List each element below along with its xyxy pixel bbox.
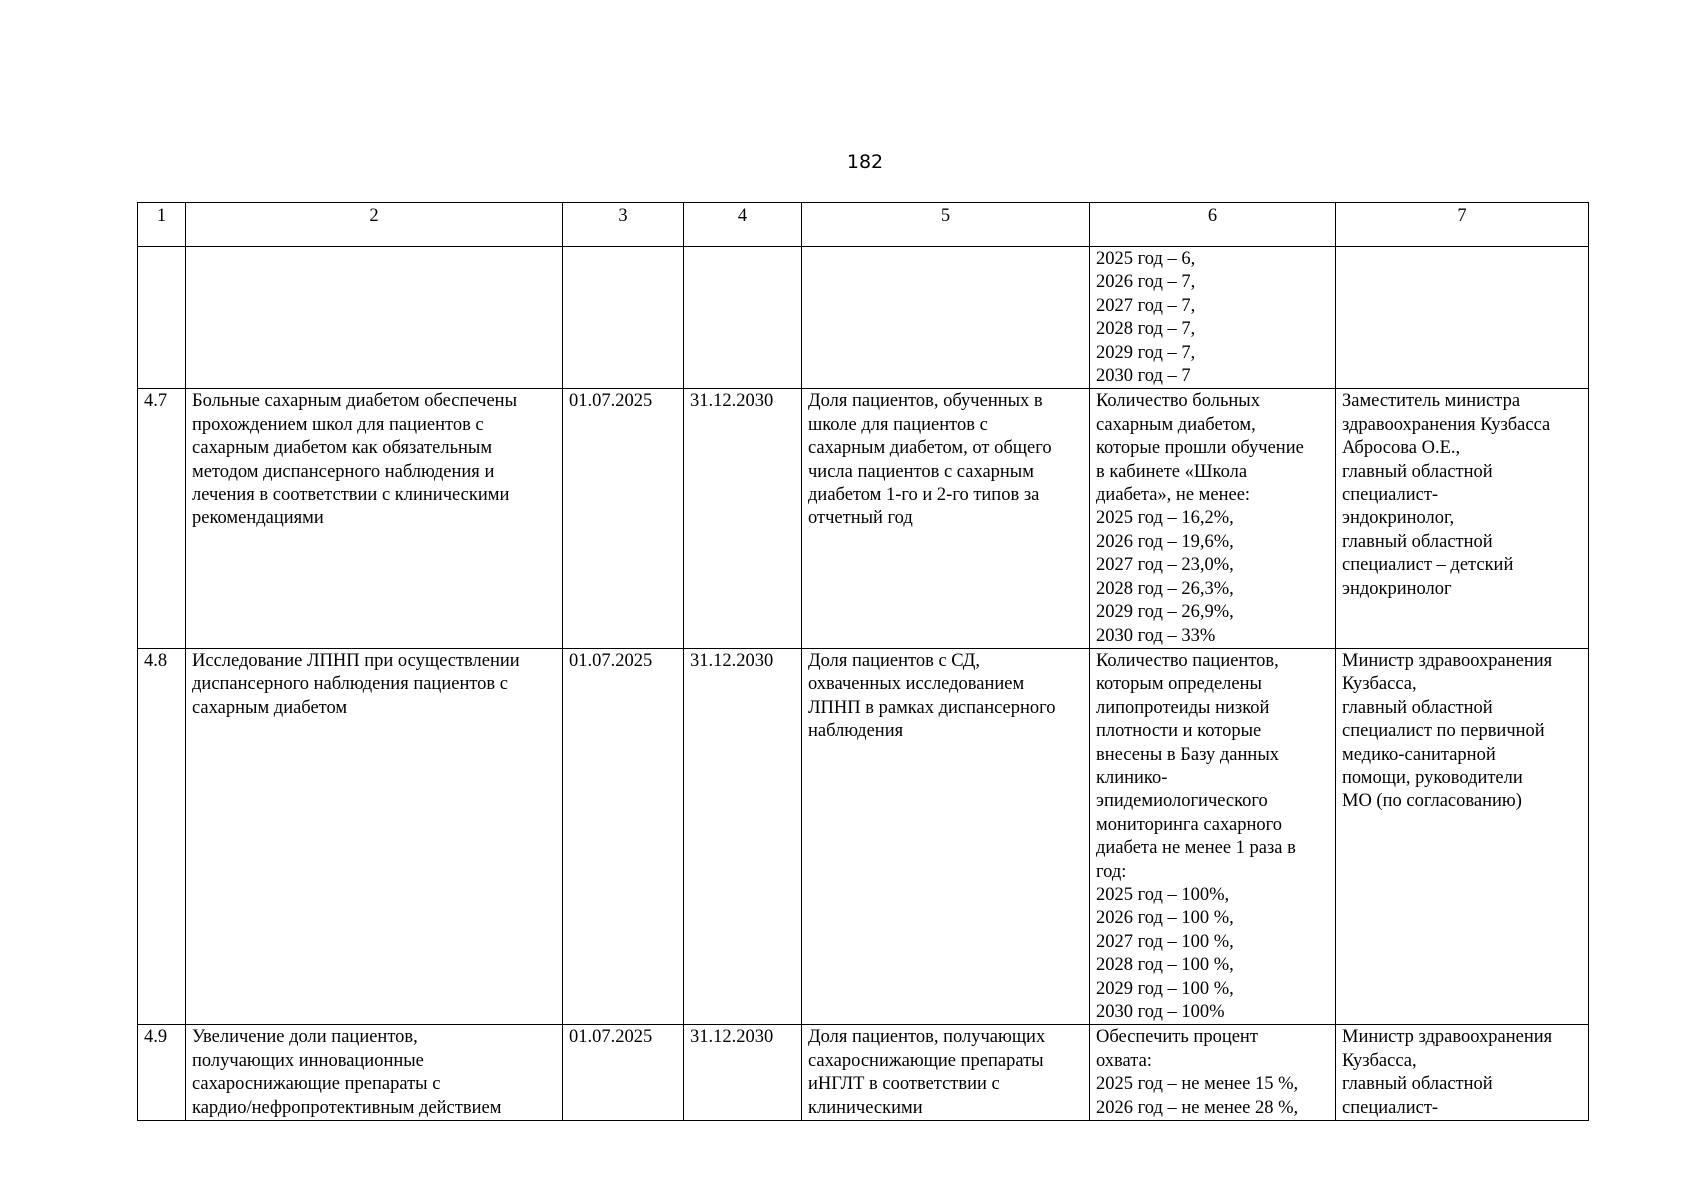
- target-value-line: 2029 год – 7,: [1096, 342, 1196, 363]
- responsible-cell: [1336, 648, 1589, 1025]
- event-line: получающих инновационные: [192, 1050, 424, 1071]
- target-value-line: охвата:: [1096, 1050, 1152, 1071]
- responsible-line: здравоохранения Кузбасса: [1342, 414, 1551, 435]
- end-date-cell: 31.12.2030: [684, 648, 802, 1025]
- indicator-line: школе для пациентов с: [808, 414, 988, 435]
- responsible-line: помощи, руководители: [1342, 767, 1523, 788]
- responsible-line: Абросова О.Е.,: [1342, 438, 1461, 459]
- target-value-line: 2026 год – 19,6%,: [1096, 531, 1234, 552]
- responsible-line: главный областной: [1342, 1074, 1493, 1095]
- responsible-line: Кузбасса,: [1342, 674, 1417, 695]
- target-value-line: 2028 год – 100 %,: [1096, 955, 1234, 976]
- responsible-line: главный областной: [1342, 461, 1493, 482]
- event-cell: [186, 648, 563, 1025]
- indicator-line: Доля пациентов с СД,: [808, 650, 980, 671]
- row-number-cell: 4.7: [138, 389, 186, 648]
- responsible-line: Кузбасса,: [1342, 1050, 1417, 1071]
- target-value-line: Обеспечить процент: [1096, 1027, 1258, 1048]
- indicator-cell: [802, 247, 1090, 389]
- table-body: [138, 247, 1589, 1121]
- responsible-line: специалист по первичной: [1342, 721, 1545, 742]
- indicator-line: Доля пациентов, получающих: [808, 1027, 1046, 1048]
- measures-table: [137, 202, 1589, 1121]
- target-value-line: 2028 год – 7,: [1096, 319, 1196, 340]
- start-date-cell: 01.07.2025: [563, 389, 684, 648]
- target-value-line: 2026 год – не менее 28 %,: [1096, 1097, 1299, 1118]
- event-cell: [186, 1025, 563, 1121]
- target-value-line: 2025 год – 6,: [1096, 249, 1196, 269]
- column-header: 1: [138, 203, 186, 247]
- responsible-line: эндокринолог,: [1342, 508, 1455, 529]
- target-value-line: диабета», не менее:: [1096, 485, 1251, 506]
- responsible-line: специалист-: [1342, 1097, 1439, 1118]
- target-value-line: липопротеиды низкой: [1096, 697, 1270, 718]
- event-line: кардио/нефропротективным действием: [192, 1097, 502, 1118]
- responsible-line: МО (по согласованию): [1342, 791, 1522, 812]
- target-value-line: плотности и которые: [1096, 721, 1262, 742]
- responsible-cell: [1336, 1025, 1589, 1121]
- column-header: 6: [1090, 203, 1336, 247]
- indicator-line: охваченных исследованием: [808, 674, 1025, 695]
- column-header: 2: [186, 203, 563, 247]
- target-value-line: 2030 год – 100%: [1096, 1002, 1225, 1022]
- target-value-line: эпидемиологического: [1096, 791, 1268, 812]
- target-value-line: 2025 год – 16,2%,: [1096, 508, 1234, 529]
- target-value-line: 2029 год – 100 %,: [1096, 978, 1234, 999]
- responsible-line: эндокринолог: [1342, 578, 1452, 599]
- target-value-line: которые прошли обучение: [1096, 438, 1304, 459]
- column-header: 5: [802, 203, 1090, 247]
- target-value-line: 2030 год – 33%: [1096, 625, 1216, 646]
- responsible-line: Министр здравоохранения: [1342, 1027, 1553, 1048]
- indicator-line: наблюдения: [808, 721, 904, 742]
- target-value-line: клинико-: [1096, 767, 1168, 788]
- target-value-line: Количество больных: [1096, 391, 1260, 412]
- responsible-line: медико-санитарной: [1342, 744, 1496, 765]
- target-value-line: 2025 год – не менее 15 %,: [1096, 1074, 1299, 1095]
- event-line: Больные сахарным диабетом обеспечены: [192, 391, 518, 412]
- target-value-cell: [1090, 648, 1336, 1025]
- target-value-line: мониторинга сахарного: [1096, 814, 1282, 835]
- row-number-cell: [138, 247, 186, 389]
- indicator-cell: [802, 1025, 1090, 1121]
- target-value-line: Количество пациентов,: [1096, 650, 1279, 671]
- indicator-line: отчетный год: [808, 508, 913, 529]
- target-value-line: 2028 год – 26,3%,: [1096, 578, 1234, 599]
- target-value-line: 2026 год – 100 %,: [1096, 908, 1234, 929]
- event-line: сахароснижающие препараты с: [192, 1074, 441, 1095]
- column-header: 3: [563, 203, 684, 247]
- responsible-cell: [1336, 247, 1589, 389]
- indicator-cell: [802, 648, 1090, 1025]
- target-value-line: 2030 год – 7: [1096, 366, 1191, 387]
- indicator-line: числа пациентов с сахарным: [808, 461, 1034, 482]
- event-line: лечения в соответствии с клиническими: [192, 485, 510, 506]
- responsible-line: главный областной: [1342, 697, 1493, 718]
- event-cell: [186, 247, 563, 389]
- target-value-cell: [1090, 247, 1336, 389]
- indicator-line: Доля пациентов, обученных в: [808, 391, 1043, 412]
- target-value-line: 2029 год – 26,9%,: [1096, 602, 1234, 623]
- responsible-line: Заместитель министра: [1342, 391, 1521, 412]
- end-date-cell: [684, 247, 802, 389]
- responsible-line: Министр здравоохранения: [1342, 650, 1553, 671]
- indicator-line: сахарным диабетом, от общего: [808, 438, 1052, 459]
- target-value-cell: [1090, 389, 1336, 648]
- target-value-line: 2026 год – 7,: [1096, 272, 1196, 293]
- table-row: [138, 389, 1589, 648]
- responsible-cell: [1336, 389, 1589, 648]
- responsible-line: главный областной: [1342, 531, 1493, 552]
- target-value-line: год:: [1096, 861, 1127, 882]
- start-date-cell: 01.07.2025: [563, 1025, 684, 1121]
- event-line: Исследование ЛПНП при осуществлении: [192, 650, 520, 671]
- table-row: [138, 247, 1589, 389]
- event-line: методом диспансерного наблюдения и: [192, 461, 495, 482]
- end-date-cell: 31.12.2030: [684, 1025, 802, 1121]
- target-value-line: внесены в Базу данных: [1096, 744, 1280, 765]
- end-date-cell: 31.12.2030: [684, 389, 802, 648]
- target-value-line: 2027 год – 100 %,: [1096, 931, 1234, 952]
- event-line: сахарным диабетом как обязательным: [192, 438, 493, 459]
- event-line: диспансерного наблюдения пациентов с: [192, 674, 509, 695]
- table-row: [138, 1025, 1589, 1121]
- event-line: сахарным диабетом: [192, 697, 348, 718]
- target-value-cell: [1090, 1025, 1336, 1121]
- target-value-line: 2027 год – 23,0%,: [1096, 555, 1234, 576]
- event-line: рекомендациями: [192, 508, 324, 529]
- indicator-line: диабетом 1-го и 2-го типов за: [808, 485, 1040, 506]
- target-value-line: в кабинете «Школа: [1096, 461, 1248, 482]
- event-line: прохождением школ для пациентов с: [192, 414, 484, 435]
- indicator-line: сахароснижающие препараты: [808, 1050, 1044, 1071]
- table-row: [138, 648, 1589, 1025]
- row-number-cell: 4.9: [138, 1025, 186, 1121]
- column-header: 7: [1336, 203, 1589, 247]
- column-number-header-row: [138, 203, 1589, 247]
- event-line: Увеличение доли пациентов,: [192, 1027, 418, 1048]
- row-number-cell: 4.8: [138, 648, 186, 1025]
- target-value-line: 2027 год – 7,: [1096, 295, 1196, 316]
- start-date-cell: 01.07.2025: [563, 648, 684, 1025]
- responsible-line: специалист-: [1342, 485, 1439, 506]
- target-value-line: 2025 год – 100%,: [1096, 884, 1230, 905]
- indicator-cell: [802, 389, 1090, 648]
- target-value-line: которым определены: [1096, 674, 1262, 695]
- page-number: 182: [846, 151, 884, 173]
- event-cell: [186, 389, 563, 648]
- start-date-cell: [563, 247, 684, 389]
- responsible-line: специалист – детский: [1342, 555, 1514, 576]
- indicator-line: ЛПНП в рамках диспансерного: [808, 697, 1056, 718]
- target-value-line: сахарным диабетом,: [1096, 414, 1256, 435]
- target-value-line: диабета не менее 1 раза в: [1096, 838, 1296, 859]
- indicator-line: иНГЛТ в соответствии с: [808, 1074, 1000, 1095]
- indicator-line: клиническими: [808, 1097, 923, 1118]
- column-header: 4: [684, 203, 802, 247]
